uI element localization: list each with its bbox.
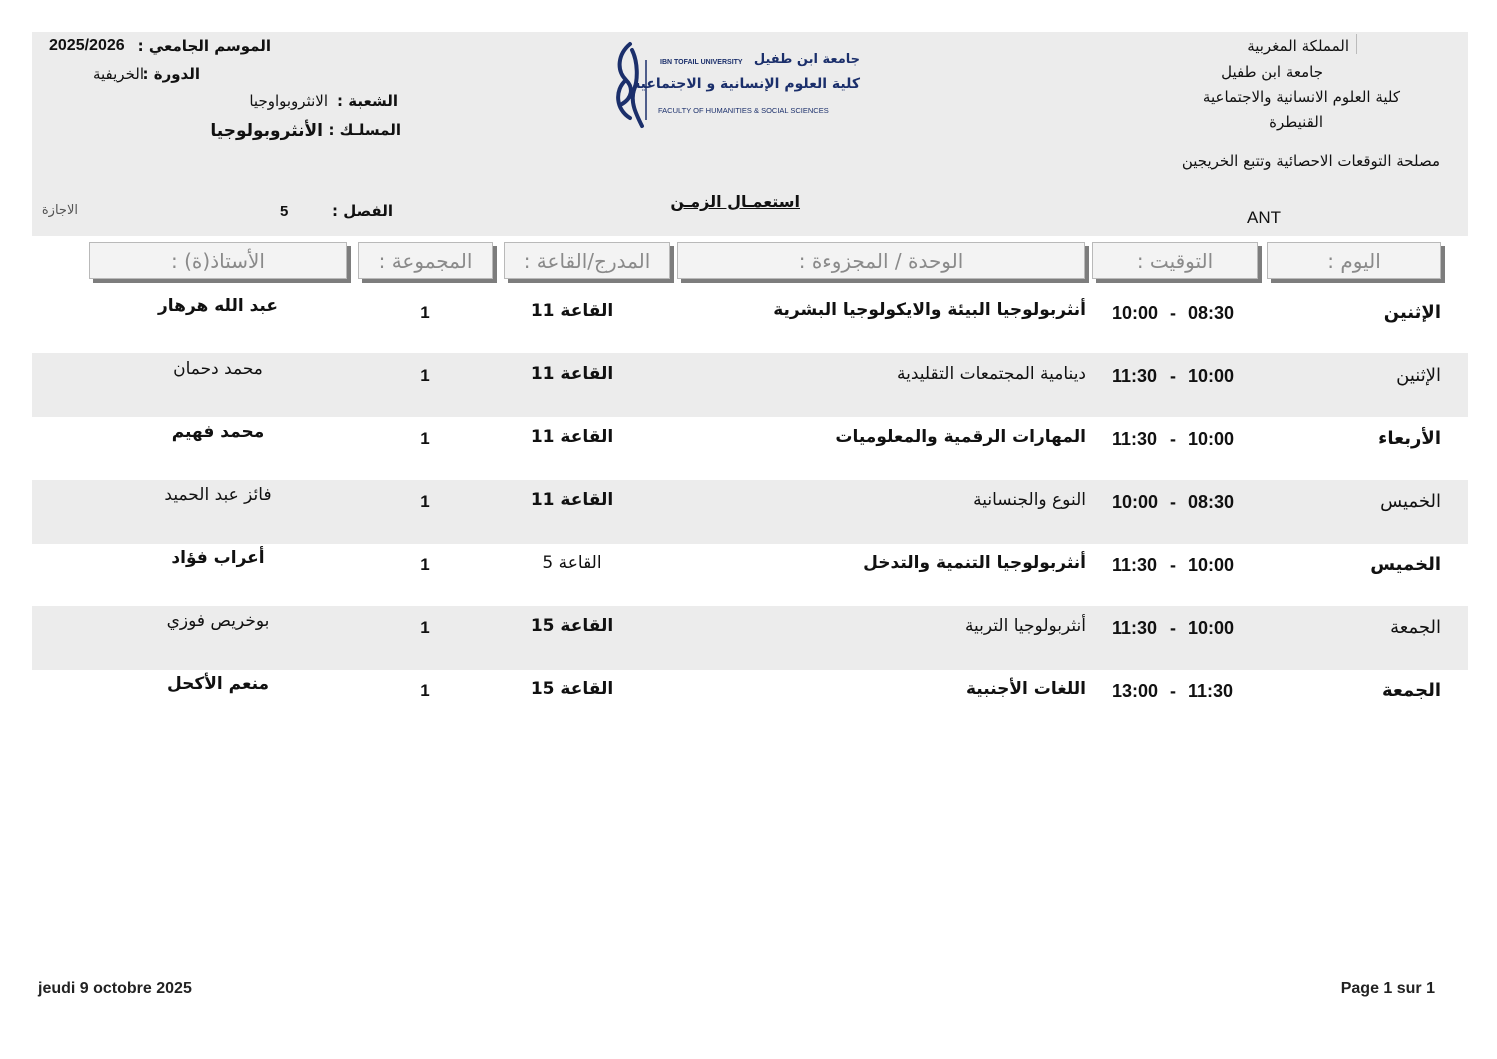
row-day: الخميس: [1380, 491, 1441, 512]
track-value: الأنثروبولوجيا: [210, 121, 323, 141]
row-end-time: 11:30: [1112, 429, 1158, 449]
row-day: الإثنين: [1396, 365, 1441, 386]
column-header-time-label: التوقيت :: [1136, 248, 1214, 273]
row-professor: أعراب فؤاد: [171, 548, 265, 568]
session-value: الخريفية: [92, 65, 144, 83]
branch-value: الانثروبواوجيا: [249, 92, 328, 110]
degree-label: الاجازة: [41, 203, 78, 218]
row-day: الجمعة: [1381, 680, 1441, 701]
page-title: استعمـال الزمـن: [670, 192, 800, 211]
row-professor: محمد فهيم: [171, 422, 265, 442]
column-header-professor-label: الأستاذ(ة) :: [171, 248, 265, 273]
row-professor: عبد الله هرهار: [158, 296, 278, 316]
row-time-separator: -: [1170, 366, 1176, 386]
row-start-time: 08:30: [1188, 303, 1235, 323]
column-header-room-label: المدرج/القاعة :: [523, 248, 651, 273]
column-header-group: [358, 242, 493, 279]
row-end-time: 11:30: [1112, 555, 1158, 575]
service-name: مصلحة التوقعات الاحصائية وتتبع الخريجين: [1181, 152, 1440, 170]
row-room: القاعة 11: [530, 301, 614, 321]
footer-date: jeudi 9 octobre 2025: [38, 980, 192, 997]
logo-ar-line-2: كلية العلوم الإنسانية و الاجتماعية: [632, 76, 860, 92]
season-value: 2025/2026: [49, 37, 125, 54]
row-time-separator: -: [1170, 618, 1176, 638]
column-header-module-label: الوحدة / المجزوءة :: [798, 248, 964, 273]
institution-line-2: جامعة ابن طفيل: [1221, 63, 1323, 81]
column-header-professor: [89, 242, 347, 279]
row-time-separator: -: [1170, 429, 1176, 449]
row-module: المهارات الرقمية والمعلوميات: [835, 427, 1086, 447]
semester-value: 5: [280, 203, 289, 220]
institution-line-1: المملكة المغربية: [1247, 37, 1349, 55]
row-group: 1: [420, 492, 430, 511]
row-room: القاعة 11: [530, 364, 614, 384]
row-module: أنثربولوجيا البيئة والايكولوجيا البشرية: [773, 300, 1086, 320]
row-start-time: 11:30: [1188, 681, 1234, 701]
row-module: النوع والجنسانية: [973, 490, 1086, 510]
row-time-separator: -: [1170, 492, 1176, 512]
row-group: 1: [420, 681, 430, 700]
row-start-time: 10:00: [1188, 366, 1235, 386]
row-time-separator: -: [1170, 303, 1176, 323]
row-time-separator: -: [1170, 681, 1176, 701]
row-start-time: 10:00: [1188, 429, 1235, 449]
column-header-day: [1267, 242, 1441, 279]
row-end-time: 11:30: [1112, 618, 1158, 638]
row-start-time: 08:30: [1188, 492, 1235, 512]
column-header-module: [677, 242, 1085, 279]
track-code: ANT: [1247, 208, 1281, 227]
header-separator: [1356, 34, 1357, 54]
institution-line-3: كلية العلوم الانسانية والاجتماعية: [1202, 88, 1400, 106]
row-group: 1: [420, 366, 430, 385]
university-logo: [612, 40, 864, 132]
row-room: القاعة 15: [530, 679, 614, 699]
row-module: اللغات الأجنبية: [966, 679, 1086, 699]
row-professor: محمد دحمان: [173, 359, 263, 379]
row-start-time: 10:00: [1188, 555, 1235, 575]
row-group: 1: [420, 618, 430, 637]
logo-en-line-2: FACULTY OF HUMANITIES & SOCIAL SCIENCES: [658, 106, 829, 115]
row-module: أنثربولوجيا التنمية والتدخل: [863, 553, 1086, 573]
column-header-day-label: اليوم :: [1327, 248, 1381, 273]
branch-label: الشعبة :: [337, 92, 398, 110]
season-label: الموسم الجامعي :: [137, 37, 271, 55]
footer-page: Page 1 sur 1: [1340, 980, 1435, 997]
row-room: القاعة 11: [530, 490, 614, 510]
row-professor: فائز عبد الحميد: [164, 485, 272, 505]
row-module: أنثربولوجيا التربية: [964, 616, 1086, 636]
row-room: القاعة 15: [530, 616, 614, 636]
row-group: 1: [420, 303, 430, 322]
institution-line-4: القنيطرة: [1269, 113, 1323, 131]
row-end-time: 13:00: [1112, 681, 1159, 701]
column-header-room: [504, 242, 670, 279]
semester-label: الفصل :: [332, 202, 393, 220]
row-room: القاعة 11: [530, 427, 614, 447]
column-header-time: [1092, 242, 1258, 279]
row-end-time: 11:30: [1112, 366, 1158, 386]
row-start-time: 10:00: [1188, 618, 1235, 638]
row-day: الجمعة: [1390, 617, 1441, 638]
track-label: المسلـك :: [328, 121, 401, 139]
logo-ar-line-1: جامعة ابن طفيل: [753, 52, 860, 67]
row-professor: بوخريص فوزي: [166, 611, 270, 631]
row-time-separator: -: [1170, 555, 1176, 575]
row-module: دينامية المجتمعات التقليدية: [897, 364, 1086, 384]
row-group: 1: [420, 555, 430, 574]
row-group: 1: [420, 429, 430, 448]
row-end-time: 10:00: [1112, 303, 1159, 323]
session-label: الدورة :: [142, 65, 200, 83]
row-day: الإثنين: [1383, 302, 1441, 323]
row-professor: منعم الأكحل: [166, 674, 270, 694]
logo-en-line-1: IBN TOFAIL UNIVERSITY: [660, 59, 743, 66]
row-day: الأربعاء: [1378, 428, 1441, 449]
row-end-time: 10:00: [1112, 492, 1159, 512]
row-room: القاعة 5: [542, 553, 602, 573]
row-day: الخميس: [1370, 554, 1441, 575]
column-header-group-label: المجموعة :: [378, 248, 473, 273]
